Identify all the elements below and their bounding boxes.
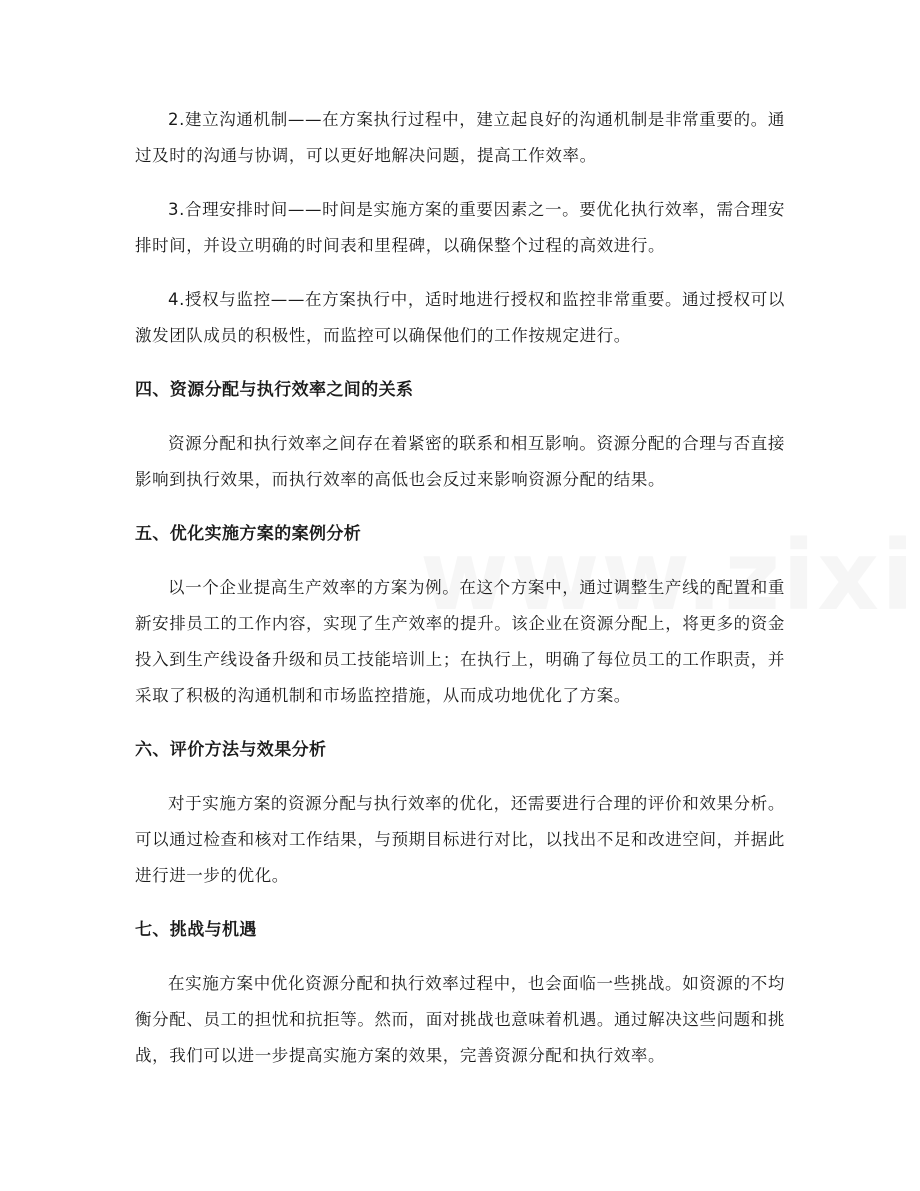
paragraph-authorization: 4.授权与监控——在方案执行中，适时地进行授权和监控非常重要。通过授权可以激发团队成员的积极性，而监控可以确保他们的工作按规定进行。: [135, 290, 785, 345]
section-heading-7: 七、挑战与机遇: [135, 920, 257, 940]
section-heading-5: 五、优化实施方案的案例分析: [135, 524, 362, 544]
paragraph-case-study: 以一个企业提高生产效率的方案为例。在这个方案中，通过调整生产线的配置和重新安排员工的工作内容，实现了生产效率的提升。该企业在资源分配上，将更多的资金投入到生产线设备升级和员工技能培训上；在执行上，明确了每位员工的工作职责，并采取了积极的沟通机制和市场监控措施，从而成功地优化了方案。: [135, 578, 785, 705]
paragraph-challenges: 在实施方案中优化资源分配和执行效率过程中，也会面临一些挑战。如资源的不均衡分配、员工的担忧和抗拒等。然而，面对挑战也意味着机遇。通过解决这些问题和挑战，我们可以进一步提高实施方案的效果，完善资源分配和执行效率。: [135, 974, 785, 1065]
paragraph-evaluation: 对于实施方案的资源分配与执行效率的优化，还需要进行合理的评价和效果分析。可以通过检查和核对工作结果，与预期目标进行对比，以找出不足和改进空间，并据此进行进一步的优化。: [135, 794, 785, 885]
paragraph-resource-relation: 资源分配和执行效率之间存在着紧密的联系和相互影响。资源分配的合理与否直接影响到执行效果，而执行效率的高低也会反过来影响资源分配的结果。: [135, 434, 785, 489]
section-heading-6: 六、评价方法与效果分析: [135, 740, 327, 760]
paragraph-communication: 2.建立沟通机制——在方案执行过程中，建立起良好的沟通机制是非常重要的。通过及时的沟通与协调，可以更好地解决问题，提高工作效率。: [135, 110, 785, 165]
paragraph-time-management: 3.合理安排时间——时间是实施方案的重要因素之一。要优化执行效率，需合理安排时间，并设立明确的时间表和里程碑，以确保整个过程的高效进行。: [135, 200, 785, 255]
section-heading-4: 四、资源分配与执行效率之间的关系: [135, 380, 414, 400]
document-body: [135, 102, 785, 1092]
